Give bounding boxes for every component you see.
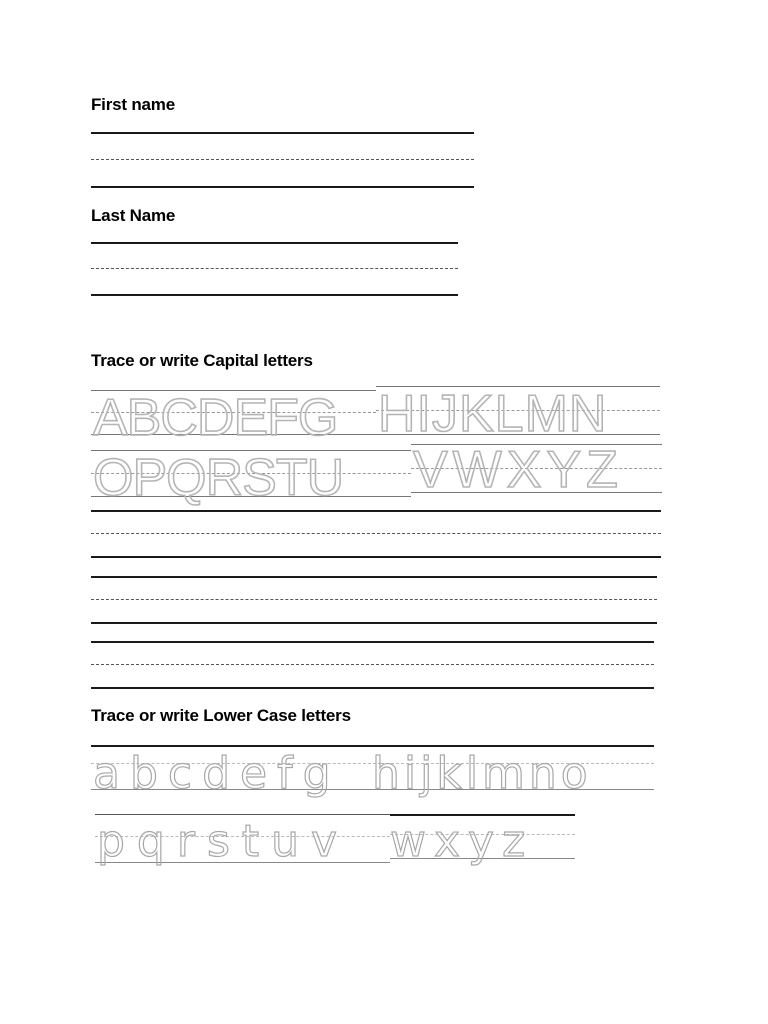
capital-trace-a-to-g: ABCDEFG bbox=[93, 389, 338, 447]
last-name-writing-lines[interactable] bbox=[91, 242, 458, 296]
last-name-label: Last Name bbox=[91, 206, 176, 225]
capital-trace-v-to-z: VWXYZ bbox=[413, 441, 623, 499]
first-name-writing-lines[interactable] bbox=[91, 132, 474, 188]
lower-trace-h-to-o: hijklmno bbox=[372, 748, 592, 799]
first-name-label: First name bbox=[91, 95, 175, 114]
lower-letters-heading: Trace or write Lower Case letters bbox=[91, 706, 351, 725]
capital-practice-row-1[interactable] bbox=[91, 510, 661, 558]
lower-trace-a-to-g: abcdefg bbox=[93, 748, 341, 799]
capital-practice-row-3[interactable] bbox=[91, 641, 654, 689]
capital-trace-h-to-n: HIJKLMN bbox=[378, 385, 608, 443]
capital-trace-o-to-u: OPQRSTU bbox=[93, 449, 344, 507]
capital-practice-row-2[interactable] bbox=[91, 576, 657, 624]
capital-letters-heading: Trace or write Capital letters bbox=[91, 351, 313, 370]
lower-trace-w-to-z: wxyz bbox=[390, 816, 534, 867]
lower-trace-p-to-v: pqrstuv bbox=[97, 816, 350, 867]
